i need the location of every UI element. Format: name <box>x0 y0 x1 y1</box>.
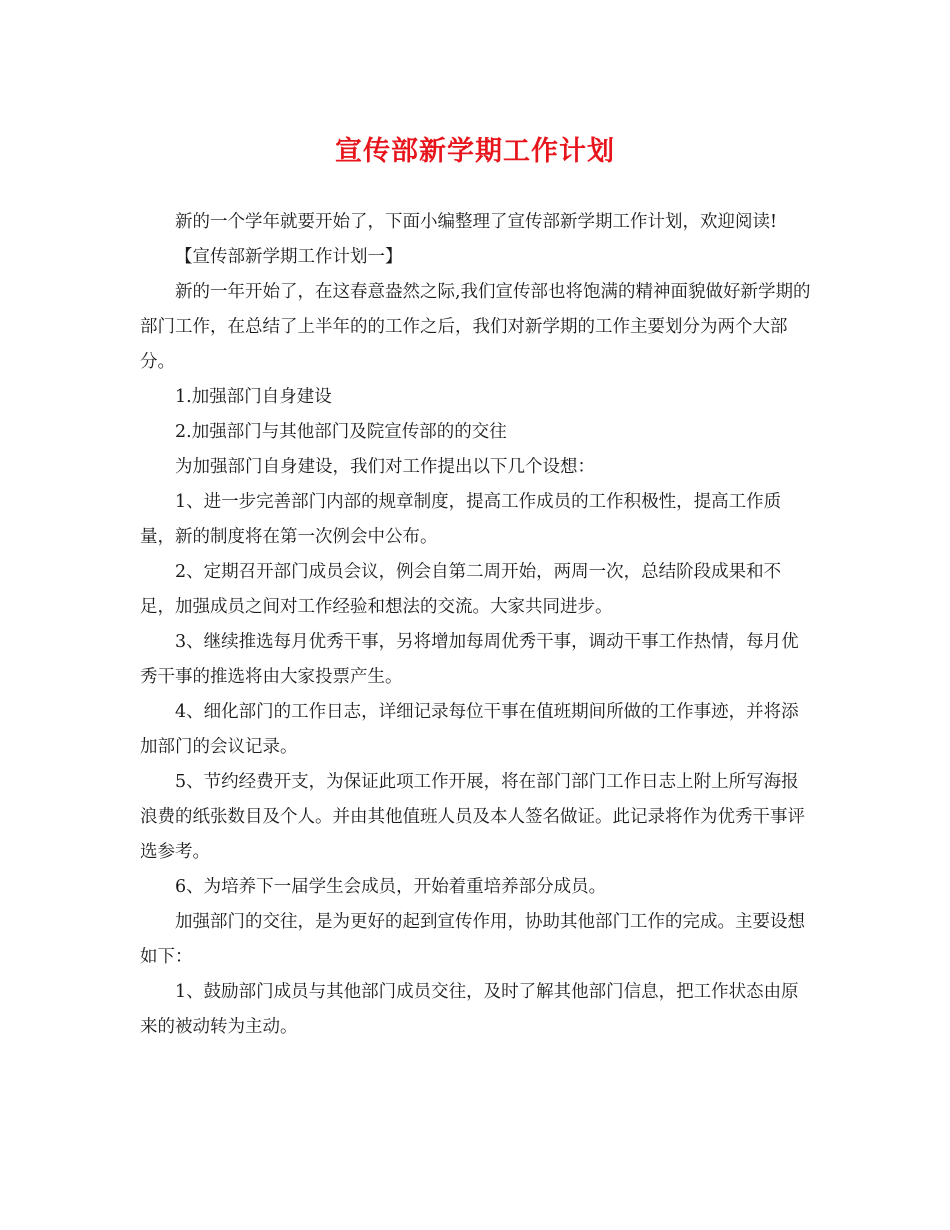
document-body <box>140 205 812 1045</box>
document-title: 宣传部新学期工作计划 <box>335 136 615 167</box>
paragraph-exchange-item-1: 1、鼓励部门成员与其他部门成员交往，及时了解其他部门信息，把工作状态由原来的被动转为主动。 <box>140 982 799 1037</box>
paragraph-item-1: 1、进一步完善部门内部的规章制度，提高工作成员的工作积极性，提高工作质量，新的制度将在第一次例会中公布。 <box>140 492 782 547</box>
paragraph-item-5: 5、节约经费开支，为保证此项工作开展，将在部门部门工作日志上附上所写海报浪费的纸张数目及个人。并由其他值班人员及本人签名做证。此记录将作为优秀干事评选参考。 <box>140 772 805 862</box>
paragraph-exchange-lead: 加强部门的交往，是为更好的起到宣传作用，协助其他部门工作的完成。主要设想如下： <box>140 912 805 967</box>
paragraph-intro: 新的一个学年就要开始了，下面小编整理了宣传部新学期工作计划，欢迎阅读! <box>175 212 778 232</box>
paragraph-part-1: 1.加强部门自身建设 <box>175 387 332 407</box>
paragraph-section-heading: 【宣传部新学期工作计划一】 <box>175 247 403 267</box>
paragraph-opening: 新的一年开始了，在这春意盎然之际,我们宣传部也将饱满的精神面貌做好新学期的部门工作，在总结了上半年的的工作之后，我们对新学期的工作主要划分为两个大部分。 <box>140 282 811 372</box>
paragraph-item-6: 6、为培养下一届学生会成员，开始着重培养部分成员。 <box>175 877 607 897</box>
paragraph-part-2: 2.加强部门与其他部门及院宣传部的的交往 <box>175 422 507 442</box>
paragraph-item-4: 4、细化部门的工作日志，详细记录每位干事在值班期间所做的工作事迹，并将添加部门的会议记录。 <box>140 702 799 757</box>
paragraph-self-building-lead: 为加强部门自身建设，我们对工作提出以下几个设想： <box>175 457 595 477</box>
paragraph-item-3: 3、继续推选每月优秀干事，另将增加每周优秀干事，调动干事工作热情，每月优秀干事的推选将由大家投票产生。 <box>140 632 799 687</box>
paragraph-item-2: 2、定期召开部门成员会议，例会自第二周开始，两周一次，总结阶段成果和不足，加强成员之间对工作经验和想法的交流。大家共同进步。 <box>140 562 782 617</box>
